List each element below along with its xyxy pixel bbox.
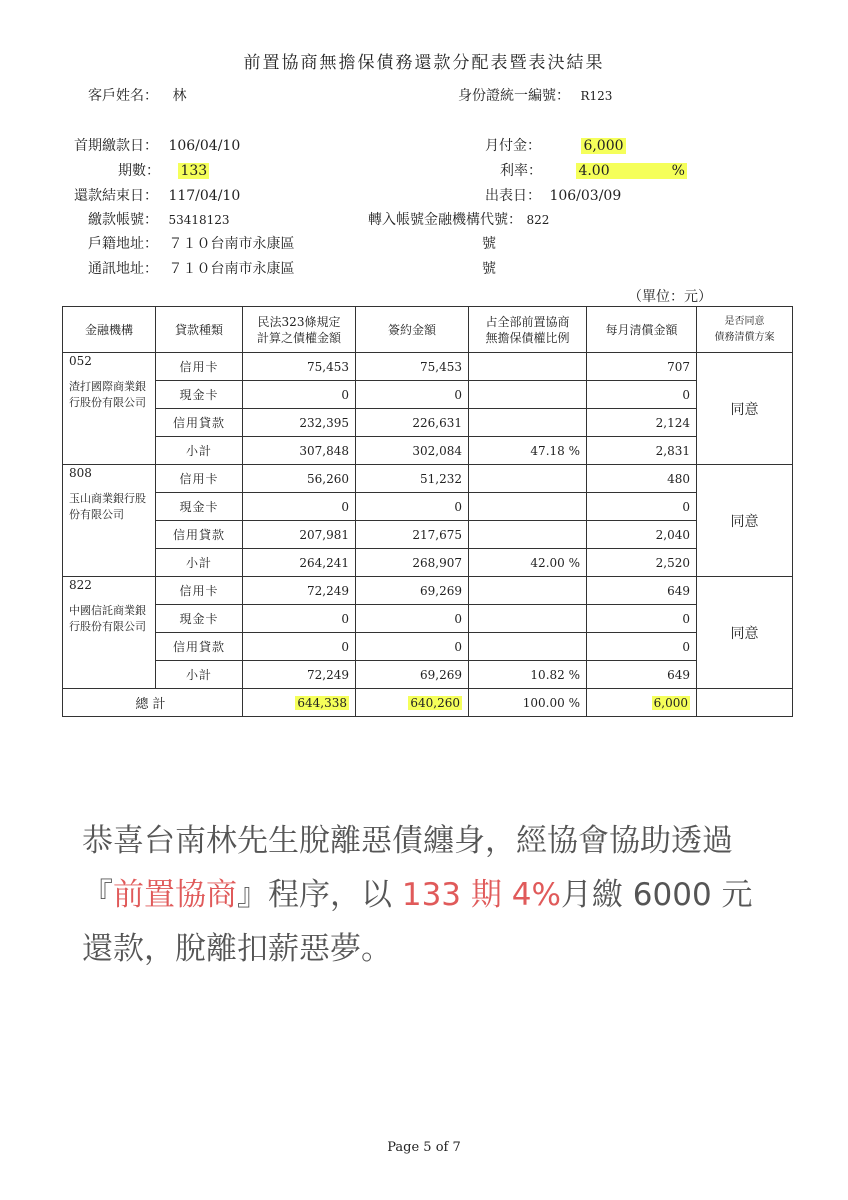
monthly-label: 月付金： [485, 138, 541, 154]
mail-address-label: 通訊地址： [88, 261, 158, 277]
monthly-cell: 0 [587, 605, 697, 633]
loan-type-cell: 信用卡 [156, 465, 243, 493]
loan-type-cell: 小計 [156, 437, 243, 465]
reg-address-suffix: 號 [482, 236, 496, 252]
monthly-cell: 0 [587, 493, 697, 521]
monthly-cell: 2,124 [587, 409, 697, 437]
customer-name-value: 林 [172, 88, 187, 104]
total-monthly: 6,000 [653, 695, 688, 710]
total-signed: 640,260 [410, 695, 460, 710]
rate-row [500, 160, 687, 180]
account-value: 53418123 [168, 213, 230, 227]
document-title: 前置協商無擔保債務還款分配表暨表決結果 [243, 53, 605, 73]
loan-type-cell: 小計 [156, 549, 243, 577]
col-ratio-line2: 無擔保債權比例 [485, 330, 570, 345]
col-agree [697, 307, 793, 353]
subtotal-row [63, 661, 793, 689]
caption-part3: 月繳 6000 元還款，脫離扣薪惡夢。 [82, 877, 753, 967]
account-label: 繳款帳號： [88, 212, 158, 228]
ratio-cell [469, 493, 587, 521]
signed-cell: 51,232 [356, 465, 469, 493]
bank-code: 052 [69, 354, 92, 368]
bank-name: 中國信託商業銀行股份有限公司 [69, 604, 146, 633]
total-claim: 644,338 [297, 695, 347, 710]
monthly-cell: 480 [587, 465, 697, 493]
signed-cell: 217,675 [356, 521, 469, 549]
col-signed: 簽約金額 [356, 307, 469, 353]
claim-cell: 0 [243, 605, 356, 633]
col-ratio [469, 307, 587, 353]
first-payment-value: 106/04/10 [168, 138, 241, 154]
ratio-cell [469, 521, 587, 549]
monthly-value: 6,000 [583, 138, 624, 154]
col-institution: 金融機構 [63, 307, 156, 353]
caption-part2: 』程序，以 [237, 877, 402, 913]
transfer-value: 822 [526, 213, 550, 227]
ratio-cell [469, 577, 587, 605]
mail-address-row [88, 258, 294, 278]
agree-cell: 同意 [697, 465, 793, 577]
monthly-cell: 0 [587, 381, 697, 409]
monthly-cell: 707 [587, 353, 697, 381]
monthly-cell: 0 [587, 633, 697, 661]
table-row [63, 353, 793, 381]
col-claim [243, 307, 356, 353]
ratio-cell [469, 633, 587, 661]
claim-cell: 0 [243, 633, 356, 661]
signed-cell: 0 [356, 493, 469, 521]
table-row [63, 493, 793, 521]
claim-cell: 207,981 [243, 521, 356, 549]
subtotal-row [63, 437, 793, 465]
signed-cell: 75,453 [356, 353, 469, 381]
agree-cell: 同意 [697, 353, 793, 465]
caption-highlight-pre-negotiation: 前置協商 [113, 877, 237, 913]
total-row [63, 689, 793, 717]
issue-date-value: 106/03/09 [549, 188, 622, 204]
issue-date-label: 出表日： [485, 188, 541, 204]
unit-note: （單位：元） [628, 289, 712, 305]
table-row [63, 381, 793, 409]
loan-type-cell: 信用貸款 [156, 633, 243, 661]
page-number: Page 5 of 7 [387, 1140, 461, 1155]
bank-code: 822 [69, 578, 92, 592]
loan-type-cell: 現金卡 [156, 605, 243, 633]
rate-unit: % [671, 163, 685, 179]
claim-cell: 264,241 [243, 549, 356, 577]
bank-code: 808 [69, 466, 92, 480]
transfer-row [368, 209, 549, 229]
col-monthly: 每月清償金額 [587, 307, 697, 353]
ratio-cell: 10.82 % [469, 661, 587, 689]
col-agree-line2: 債務清償方案 [714, 331, 775, 343]
ratio-cell [469, 465, 587, 493]
reg-address-row [88, 233, 294, 253]
customer-name-label: 客戶姓名： [88, 88, 158, 104]
transfer-label: 轉入帳號金融機構代號： [368, 212, 522, 228]
caption-highlight-terms: 133 期 4% [401, 877, 561, 913]
col-ratio-line1: 占全部前置協商 [485, 314, 570, 329]
mail-address-value: ７１０台南市永康區 [168, 261, 295, 277]
id-label: 身份證統一編號： [458, 88, 570, 104]
signed-cell: 226,631 [356, 409, 469, 437]
claim-cell: 75,453 [243, 353, 356, 381]
first-payment-label: 首期繳款日： [74, 138, 158, 154]
loan-type-cell: 小計 [156, 661, 243, 689]
subtotal-row [63, 549, 793, 577]
col-loan-type: 貸款種類 [156, 307, 243, 353]
col-agree-line1: 是否同意 [724, 315, 765, 327]
issue-date-row [485, 185, 621, 205]
reg-address-label: 戶籍地址： [88, 236, 158, 252]
first-payment-row [74, 135, 240, 155]
customer-name-row [88, 85, 186, 105]
table-row [63, 605, 793, 633]
claim-cell: 232,395 [243, 409, 356, 437]
total-agree-cell [697, 689, 793, 717]
ratio-cell [469, 409, 587, 437]
col-claim-line2: 計算之債權金額 [256, 330, 341, 345]
total-monthly-cell [587, 689, 697, 717]
reg-address-value: ７１０台南市永康區 [168, 236, 295, 252]
table-header-row [63, 307, 793, 353]
signed-cell: 0 [356, 605, 469, 633]
claim-cell: 72,249 [243, 661, 356, 689]
bank-cell-822 [63, 577, 156, 689]
bank-cell-052 [63, 353, 156, 465]
rate-value: 4.00 [576, 163, 669, 179]
total-signed-cell [356, 689, 469, 717]
signed-cell: 0 [356, 633, 469, 661]
col-claim-line1: 民法323條規定 [257, 314, 341, 329]
total-label: 總計 [63, 689, 243, 717]
caption-part1: 恭喜台南林先生脫離惡債纏身，經協會協助透過『 [82, 823, 733, 913]
end-date-value: 117/04/10 [168, 188, 241, 204]
table-row [63, 465, 793, 493]
periods-row [118, 160, 209, 180]
end-date-row [74, 185, 240, 205]
ratio-cell [469, 381, 587, 409]
loan-type-cell: 現金卡 [156, 381, 243, 409]
table-row [63, 521, 793, 549]
loan-type-cell: 信用貸款 [156, 409, 243, 437]
monthly-cell: 2,040 [587, 521, 697, 549]
monthly-row [485, 135, 626, 155]
bank-name: 玉山商業銀行股份有限公司 [69, 492, 146, 521]
table-row [63, 633, 793, 661]
bank-name: 渣打國際商業銀行股份有限公司 [69, 380, 146, 409]
id-row [458, 85, 612, 105]
claim-cell: 0 [243, 493, 356, 521]
loan-type-cell: 現金卡 [156, 493, 243, 521]
total-ratio: 100.00 % [469, 689, 587, 717]
periods-label: 期數： [118, 163, 160, 179]
table-row [63, 409, 793, 437]
rate-label: 利率： [500, 163, 542, 179]
loan-type-cell: 信用貸款 [156, 521, 243, 549]
signed-cell: 268,907 [356, 549, 469, 577]
periods-value: 133 [180, 163, 208, 179]
claim-cell: 307,848 [243, 437, 356, 465]
monthly-cell: 649 [587, 661, 697, 689]
signed-cell: 0 [356, 381, 469, 409]
id-value: R123 [580, 89, 613, 103]
allocation-table [62, 306, 793, 717]
loan-type-cell: 信用卡 [156, 577, 243, 605]
claim-cell: 56,260 [243, 465, 356, 493]
signed-cell: 69,269 [356, 661, 469, 689]
congratulation-caption [82, 814, 782, 976]
ratio-cell [469, 353, 587, 381]
ratio-cell: 47.18 % [469, 437, 587, 465]
table-row [63, 577, 793, 605]
mail-address-suffix: 號 [482, 261, 496, 277]
claim-cell: 72,249 [243, 577, 356, 605]
account-row [88, 209, 230, 229]
signed-cell: 69,269 [356, 577, 469, 605]
end-date-label: 還款結束日： [74, 188, 158, 204]
signed-cell: 302,084 [356, 437, 469, 465]
loan-type-cell: 信用卡 [156, 353, 243, 381]
ratio-cell [469, 605, 587, 633]
agree-cell: 同意 [697, 577, 793, 689]
monthly-cell: 2,520 [587, 549, 697, 577]
monthly-cell: 2,831 [587, 437, 697, 465]
total-claim-cell [243, 689, 356, 717]
ratio-cell: 42.00 % [469, 549, 587, 577]
claim-cell: 0 [243, 381, 356, 409]
monthly-cell: 649 [587, 577, 697, 605]
bank-cell-808 [63, 465, 156, 577]
